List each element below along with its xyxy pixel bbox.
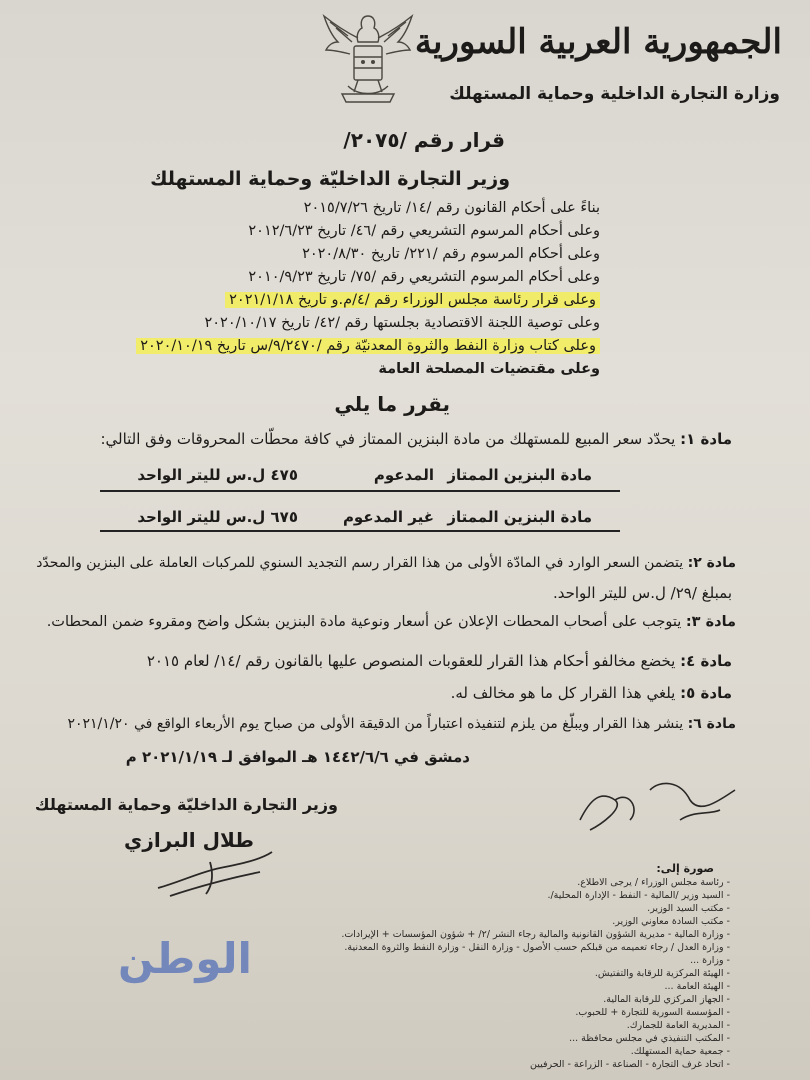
article-label: مادة ٥:	[680, 684, 732, 702]
copy-recipient: - جمعية حماية المستهلك.	[630, 1046, 730, 1057]
article-text: يخضع مخالفو أحكام هذا القرار للعقوبات المنصوص عليها بالقانون رقم /١٤/ لعام ٢٠١٥	[146, 652, 676, 670]
copy-recipient: - المكتب التنفيذي في مجلس محافظة ...	[569, 1033, 730, 1044]
article-text: يحدّد سعر المبيع للمستهلك من مادة البنزين الممتاز في كافة محطّات المحروقات وفق التالي:	[100, 430, 676, 448]
preamble-line: وعلى أحكام المرسوم التشريعي رقم /٤٦/ تاريخ ٢٠١٢/٦/٢٣	[248, 223, 600, 239]
price-type: غير المدعوم	[342, 508, 434, 526]
copy-recipient: - الجهاز المركزي للرقابة المالية.	[603, 994, 730, 1005]
minister-signature-icon	[150, 842, 280, 902]
article-label: مادة ٢:	[687, 555, 736, 571]
copy-recipient: - وزارة المالية - مديرية الشؤون القانونية والمالية رجاء النشر /٢/ + شؤون المؤسسات + الإيرادات.	[341, 929, 730, 940]
price-product: مادة البنزين الممتاز	[447, 466, 592, 484]
copies-to-heading: صورة إلى:	[656, 862, 714, 875]
decree-number: قرار رقم /٢٠٧٥/	[343, 128, 505, 152]
article-1	[100, 430, 732, 448]
decree-issuer-title: وزير التجارة الداخليّة وحماية المستهلك	[150, 168, 510, 190]
article-label: مادة ٤:	[680, 652, 732, 670]
preamble-line: وعلى أحكام المرسوم رقم /٢٢١/ تاريخ ٢٠٢٠/٨/٣٠	[302, 246, 600, 262]
price-value: ٦٧٥ ل.س لليتر الواحد	[137, 508, 298, 526]
resolves-heading: يقرر ما يلي	[334, 392, 450, 416]
handwritten-signature-icon	[560, 770, 750, 840]
ministry-name-header: وزارة التجارة الداخلية وحماية المستهلك	[449, 84, 780, 104]
date-line: دمشق في ١٤٤٢/٦/٦ هـ الموافق لـ ٢٠٢١/١/١٩ م	[125, 748, 470, 766]
price-value: ٤٧٥ ل.س لليتر الواحد	[137, 466, 298, 484]
preamble-line: وعلى توصية اللجنة الاقتصادية بجلستها رقم /٤٢/ تاريخ ٢٠٢٠/١٠/١٧	[204, 315, 600, 331]
table-rule	[100, 490, 620, 492]
article-text: يلغي هذا القرار كل ما هو مخالف له.	[450, 684, 676, 702]
copy-recipient: - وزارة العدل / رجاء تعميمه من قبلكم حسب الأصول - وزارة النقل - وزارة النفط والثروة المعدنية.	[344, 942, 730, 953]
al-watan-watermark-logo: الوطن	[118, 934, 252, 983]
article-label: مادة ٣:	[685, 614, 736, 630]
preamble-line: وعلى مقتضيات المصلحة العامة	[378, 361, 600, 377]
preamble-line: بناءً على أحكام القانون رقم /١٤/ تاريخ ٢٠١٥/٧/٢٦	[303, 200, 600, 216]
article-2-continued: بمبلغ /٢٩/ ل.س لليتر الواحد.	[552, 584, 732, 602]
table-rule	[100, 530, 620, 532]
article-text: ينشر هذا القرار ويبلّغ من يلزم لتنفيذه اعتباراً من الدقيقة الأولى من صباح يوم الأربعاء الواقع في ٢٠٢١/١/٢٠	[67, 716, 684, 732]
copy-recipient: - المديرية العامة للجمارك.	[626, 1020, 730, 1031]
price-type: المدعوم	[373, 466, 434, 484]
article-text: يتوجب على أصحاب المحطات الإعلان عن أسعار ونوعية مادة البنزين بشكل واضح ومقروء ضمن المحطات.	[46, 614, 682, 630]
article-label: مادة ١:	[680, 430, 732, 448]
copy-recipient: - السيد وزير /المالية - النفط - الإدارة المحلية/.	[547, 890, 730, 901]
copy-recipient: - مكتب السادة معاوني الوزير.	[612, 916, 730, 927]
price-product: مادة البنزين الممتاز	[447, 508, 592, 526]
copy-recipient: - رئاسة مجلس الوزراء / يرجى الاطلاع.	[577, 877, 730, 888]
copy-recipient: - وزارة ...	[690, 955, 730, 966]
copy-recipient: - مكتب السيد الوزير.	[647, 903, 730, 914]
country-name-header: الجمهورية العربية السورية	[414, 22, 782, 62]
preamble-line-highlighted: وعلى قرار رئاسة مجلس الوزراء رقم /٤/م.و تاريخ ٢٠٢١/١/١٨	[225, 292, 600, 308]
copy-recipient: - الهيئة المركزية للرقابة والتفتيش.	[594, 968, 730, 979]
article-6	[67, 716, 736, 732]
article-text: يتضمن السعر الوارد في المادّة الأولى من هذا القرار رسم التجديد السنوي للمركبات العاملة على البنزين والمحدّد	[36, 555, 684, 571]
signatory-name: طلال البرازي	[123, 828, 254, 852]
article-2	[36, 555, 736, 571]
copy-recipient: - اتحاد غرف التجارة - الصناعة - الزراعة - الحرفيين	[530, 1059, 730, 1070]
copy-recipient: - الهيئة العامة ...	[664, 981, 730, 992]
article-3	[47, 614, 736, 630]
copy-recipient: - المؤسسة السورية للتجارة + للحبوب.	[575, 1007, 730, 1018]
syrian-eagle-emblem-icon	[318, 2, 418, 122]
preamble-line-highlighted: وعلى كتاب وزارة النفط والثروة المعدنيّة رقم /٩/٢٤٧٠/س تاريخ ٢٠٢٠/١٠/١٩	[136, 338, 600, 354]
article-label: مادة ٦:	[687, 716, 736, 732]
signatory-title: وزير التجارة الداخليّة وحماية المستهلك	[34, 795, 338, 814]
article-5	[451, 684, 732, 702]
preamble-line: وعلى أحكام المرسوم التشريعي رقم /٧٥/ تاريخ ٢٠١٠/٩/٢٣	[248, 269, 600, 285]
article-4	[147, 652, 732, 670]
